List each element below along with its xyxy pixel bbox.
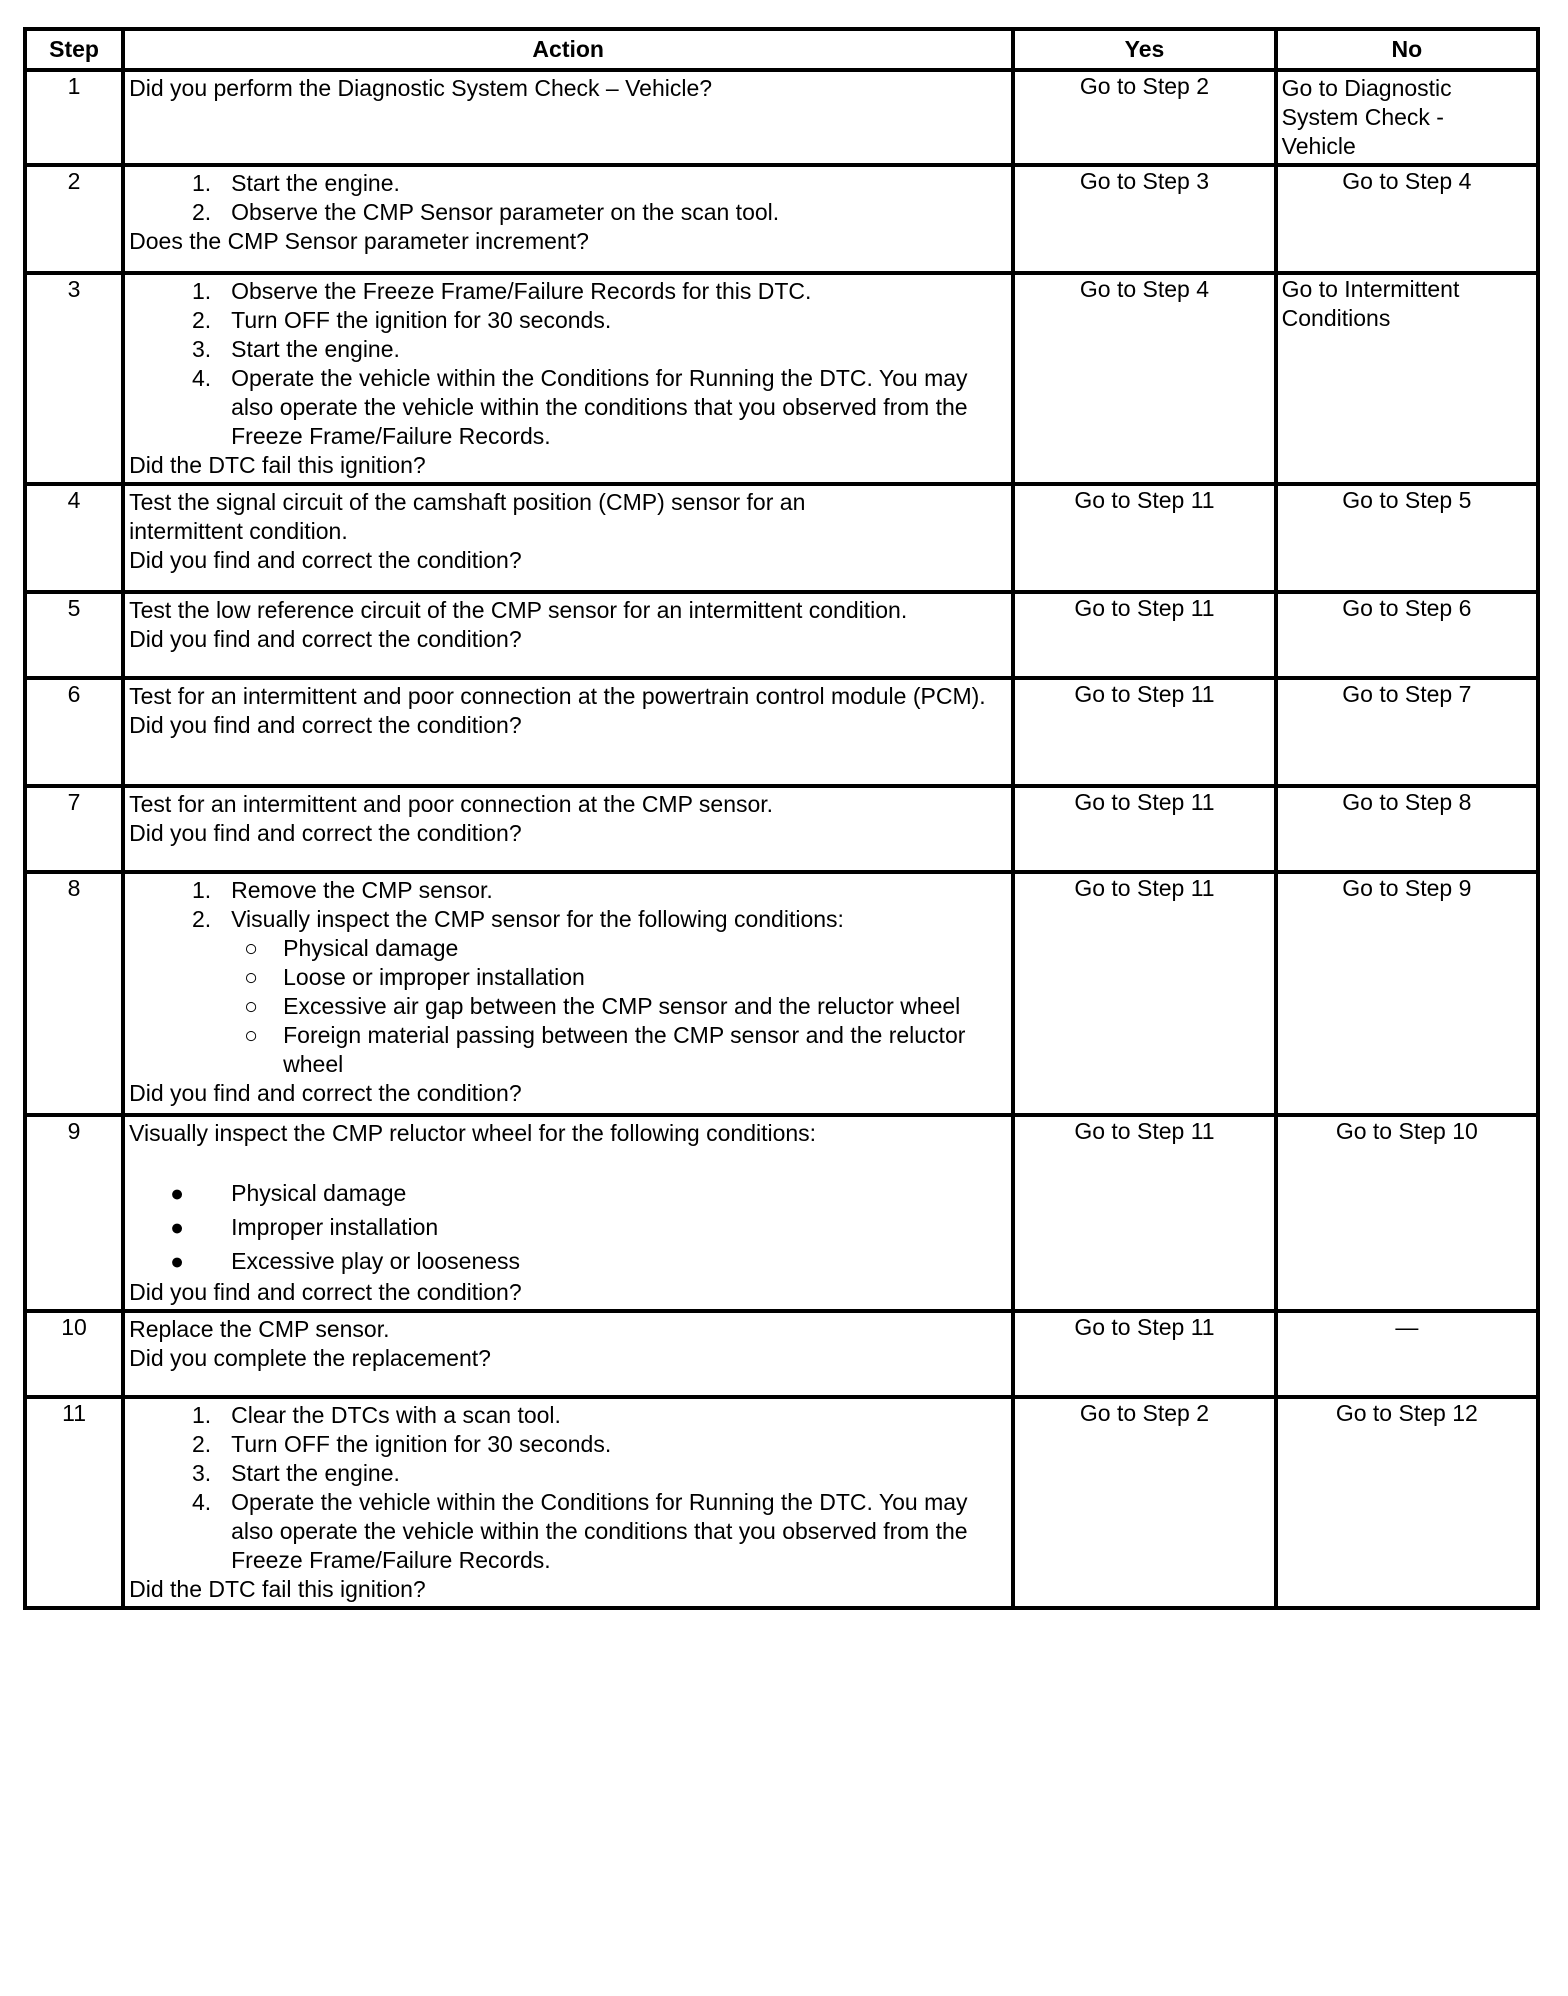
action-text: Visually inspect the CMP reluctor wheel for the following conditions: bbox=[129, 1120, 817, 1146]
no-cell bbox=[1276, 70, 1538, 165]
bullet-icon: ● bbox=[170, 1180, 185, 1206]
step-number: 8 bbox=[25, 872, 123, 1115]
action-text: Replace the CMP sensor. bbox=[129, 1316, 390, 1342]
no-text: Go to Step 6 bbox=[1342, 595, 1472, 621]
list-item: ○ Excessive air gap between the CMP sensor and the reluctor wheel bbox=[129, 992, 1003, 1021]
list-item: 3. Start the engine. bbox=[191, 336, 400, 362]
no-text: Go to Step 7 bbox=[1342, 681, 1472, 707]
no-text: Go to Step 10 bbox=[1335, 1118, 1478, 1144]
action-cell bbox=[123, 1115, 1013, 1311]
yes-cell bbox=[1013, 1311, 1275, 1397]
list-item: 2. Visually inspect the CMP sensor for the following conditions: bbox=[191, 906, 844, 932]
list-item: 4. Operate the vehicle within the Conditions for Running the DTC. You may also operate the vehicle within the conditions that you observed from the Freeze Frame/Failure Records. bbox=[191, 365, 968, 449]
table-row bbox=[25, 872, 1538, 1115]
step-number: 4 bbox=[25, 484, 123, 592]
no-text: Go to Intermittent Conditions bbox=[1281, 276, 1460, 331]
list-item: 1. Start the engine. bbox=[191, 170, 400, 196]
action-cell bbox=[123, 592, 1013, 678]
step-number: 9 bbox=[25, 1115, 123, 1311]
table-row bbox=[25, 592, 1538, 678]
list-item: ○ Foreign material passing between the CMP sensor and the reluctor wheel bbox=[129, 1021, 1003, 1079]
action-text: Test for an intermittent and poor connection at the CMP sensor. bbox=[129, 791, 774, 817]
yes-text: Go to Step 11 bbox=[1074, 681, 1215, 707]
question-text: Did you find and correct the condition? bbox=[129, 820, 522, 846]
step-number: 3 bbox=[25, 273, 123, 484]
action-cell bbox=[123, 1397, 1013, 1608]
yes-cell bbox=[1013, 1397, 1275, 1608]
no-cell bbox=[1276, 872, 1538, 1115]
sub-list bbox=[129, 934, 1003, 1079]
step-number: 7 bbox=[25, 786, 123, 872]
yes-text: Go to Step 4 bbox=[1079, 276, 1210, 302]
action-cell bbox=[123, 786, 1013, 872]
list-item: 1. Clear the DTCs with a scan tool. bbox=[191, 1402, 561, 1428]
numbered-list bbox=[129, 277, 1003, 451]
yes-cell bbox=[1013, 70, 1275, 165]
action-text: Test the signal circuit of the camshaft position (CMP) sensor for an intermittent condition. bbox=[129, 489, 806, 544]
yes-text: Go to Step 11 bbox=[1074, 1118, 1215, 1144]
no-cell bbox=[1276, 1115, 1538, 1311]
no-text: Go to Step 12 bbox=[1335, 1400, 1478, 1426]
header-yes: Yes bbox=[1013, 29, 1275, 70]
list-item: ● Excessive play or looseness bbox=[129, 1244, 1003, 1278]
list-item: ○ Loose or improper installation bbox=[129, 963, 1003, 992]
action-cell bbox=[123, 273, 1013, 484]
no-cell bbox=[1276, 1311, 1538, 1397]
bullet-list bbox=[129, 1176, 1003, 1278]
question-text: Did you find and correct the condition? bbox=[129, 1080, 522, 1106]
header-row bbox=[25, 29, 1538, 70]
action-cell bbox=[123, 872, 1013, 1115]
yes-cell bbox=[1013, 592, 1275, 678]
question-text: Did you find and correct the condition? bbox=[129, 712, 522, 738]
list-item: 2. Turn OFF the ignition for 30 seconds. bbox=[191, 1431, 612, 1457]
list-item: 1. Observe the Freeze Frame/Failure Records for this DTC. bbox=[191, 278, 812, 304]
action-cell bbox=[123, 1311, 1013, 1397]
list-item: 4. Operate the vehicle within the Conditions for Running the DTC. You may also operate the vehicle within the conditions that you observed from the Freeze Frame/Failure Records. bbox=[191, 1489, 968, 1573]
action-text: Test for an intermittent and poor connection at the powertrain control module (PCM). bbox=[129, 683, 986, 709]
question-text: Did the DTC fail this ignition? bbox=[129, 452, 426, 478]
no-cell bbox=[1276, 592, 1538, 678]
no-cell bbox=[1276, 1397, 1538, 1608]
action-cell bbox=[123, 484, 1013, 592]
no-text: Go to Step 5 bbox=[1342, 487, 1472, 513]
question-text: Did you find and correct the condition? bbox=[129, 547, 522, 573]
action-text: Test the low reference circuit of the CMP sensor for an intermittent condition. bbox=[129, 597, 908, 623]
no-text: Go to Step 4 bbox=[1342, 168, 1472, 194]
numbered-list bbox=[129, 1401, 1003, 1575]
yes-text: Go to Step 11 bbox=[1074, 789, 1215, 815]
question-text: Did you find and correct the condition? bbox=[129, 1279, 522, 1305]
list-item: ● Improper installation bbox=[129, 1210, 1003, 1244]
list-item: 3. Start the engine. bbox=[191, 1460, 400, 1486]
table-row bbox=[25, 786, 1538, 872]
yes-cell bbox=[1013, 273, 1275, 484]
numbered-list bbox=[129, 169, 1003, 227]
diagnostic-table bbox=[23, 27, 1540, 1610]
yes-cell bbox=[1013, 872, 1275, 1115]
table-row bbox=[25, 1115, 1538, 1311]
header-step: Step bbox=[25, 29, 123, 70]
no-cell bbox=[1276, 484, 1538, 592]
yes-text: Go to Step 11 bbox=[1074, 1314, 1215, 1340]
no-cell bbox=[1276, 678, 1538, 786]
step-number: 6 bbox=[25, 678, 123, 786]
circle-bullet-icon: ○ bbox=[244, 964, 259, 990]
yes-text: Go to Step 11 bbox=[1074, 595, 1215, 621]
yes-text: Go to Step 2 bbox=[1079, 1400, 1210, 1426]
yes-cell bbox=[1013, 786, 1275, 872]
step-number: 2 bbox=[25, 165, 123, 273]
step-number: 1 bbox=[25, 70, 123, 165]
step-number: 11 bbox=[25, 1397, 123, 1608]
yes-text: Go to Step 11 bbox=[1074, 875, 1215, 901]
bullet-icon: ● bbox=[170, 1214, 185, 1240]
table-row bbox=[25, 1311, 1538, 1397]
no-cell bbox=[1276, 273, 1538, 484]
circle-bullet-icon: ○ bbox=[244, 1022, 259, 1048]
table-row bbox=[25, 484, 1538, 592]
header-no: No bbox=[1276, 29, 1538, 70]
table-row bbox=[25, 165, 1538, 273]
action-cell bbox=[123, 165, 1013, 273]
yes-text: Go to Step 3 bbox=[1079, 168, 1210, 194]
step-number: 5 bbox=[25, 592, 123, 678]
no-text: Go to Step 9 bbox=[1342, 875, 1472, 901]
action-text: Did you perform the Diagnostic System Check – Vehicle? bbox=[129, 75, 713, 101]
numbered-list bbox=[129, 876, 1003, 934]
no-cell bbox=[1276, 165, 1538, 273]
list-item: ● Physical damage bbox=[129, 1176, 1003, 1210]
table-row bbox=[25, 1397, 1538, 1608]
yes-text: Go to Step 2 bbox=[1079, 73, 1210, 99]
question-text: Did you find and correct the condition? bbox=[129, 626, 522, 652]
no-text: — bbox=[1395, 1314, 1419, 1340]
list-item: 2. Turn OFF the ignition for 30 seconds. bbox=[191, 307, 612, 333]
list-item: ○ Physical damage bbox=[129, 934, 1003, 963]
table-row bbox=[25, 70, 1538, 165]
yes-cell bbox=[1013, 678, 1275, 786]
action-cell bbox=[123, 678, 1013, 786]
question-text: Did you complete the replacement? bbox=[129, 1345, 491, 1371]
no-text: Go to Step 8 bbox=[1342, 789, 1472, 815]
no-text: Go to Diagnostic System Check - Vehicle bbox=[1281, 75, 1452, 159]
question-text: Does the CMP Sensor parameter increment? bbox=[129, 228, 589, 254]
header-action: Action bbox=[123, 29, 1013, 70]
table-row bbox=[25, 678, 1538, 786]
yes-cell bbox=[1013, 1115, 1275, 1311]
list-item: 1. Remove the CMP sensor. bbox=[191, 877, 493, 903]
circle-bullet-icon: ○ bbox=[244, 935, 259, 961]
circle-bullet-icon: ○ bbox=[244, 993, 259, 1019]
yes-cell bbox=[1013, 165, 1275, 273]
list-item: 2. Observe the CMP Sensor parameter on the scan tool. bbox=[191, 199, 780, 225]
no-cell bbox=[1276, 786, 1538, 872]
bullet-icon: ● bbox=[170, 1248, 185, 1274]
table-row bbox=[25, 273, 1538, 484]
yes-text: Go to Step 11 bbox=[1074, 487, 1215, 513]
action-cell bbox=[123, 70, 1013, 165]
question-text: Did the DTC fail this ignition? bbox=[129, 1576, 426, 1602]
step-number: 10 bbox=[25, 1311, 123, 1397]
yes-cell bbox=[1013, 484, 1275, 592]
